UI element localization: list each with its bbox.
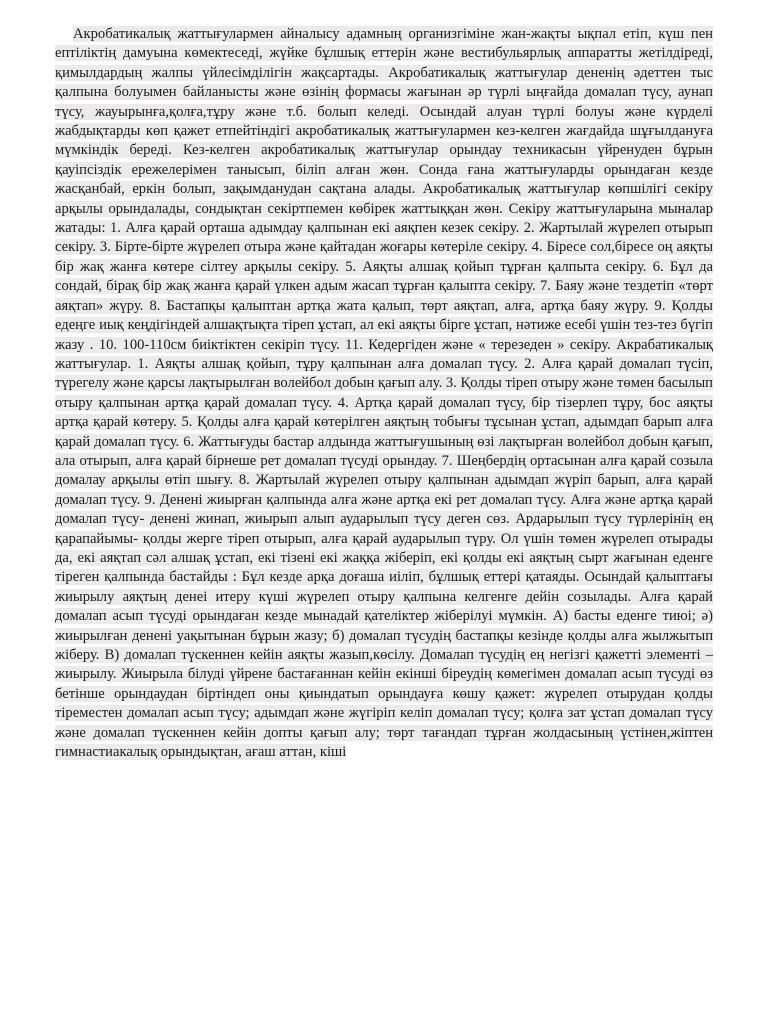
paragraph-text: Акробатикалық жаттығулармен айналысу адамның организгіміне жан-жақты ықпал етіп, күш пен ептіліктің дамуына көмектеседі, жүйке бұлшық еттерін және вестибульярлық аппаратты жетілдіреді, қимылдардың жалпы үйлесімділігін жақсартады. Акробатикалық жаттығулар дененің әдеттен тыс қалпына болуымен байланысты және өзінің формасы жағынан әр түрлі ыңғайда домалап түсу, аунап түсу, жауырынға,қолға,тұру және т.б. болып келеді. Осындай алуан түрлі болуы және күрделі жабдықтарды көп қажет етпейтіндігі акробатикалық жаттығулармен кез-келген жағдайда шұғылдануға мүмкіндік береді. Кез-келген акробатикалық жаттығулар орындау техникасын үйренуден бұрын қауіпсіздік ережелерімен танысып, біліп алған жөн. Сонда ғана жаттығуларды орындаған кезде жасқанбай, еркін болып, зақымданудан сақтана алады. Акробатикалық жаттығулар көпшілігі секіру арқылы орындалады, сондықтан секіртпемен көбірек жаттыққан жөн. Секіру жаттығуларына мыналар жатады: 1. Алға қарай орташа адымдау қалпынан екі аяқпен кезек секіру. 2. Жартылай жүрелеп отырып секіру. 3. Бірте-бірте жүрелеп отыра және қайтадан жоғары көтеріле секіру. 4. Біресе сол,біресе оң аяқты бір жақ жанға көтере сілтеу арқылы секіру. 5. Аяқты алшақ қойып тұрған қалпыта секіру. 6. Бұл да сондай, бірақ бір жақ жанға қарай үлкен адым жасап тұрған қалыпта секіру. 7. Баяу және тездетіп «төрт аяқтап» жүру. 8. Бастапқы қалыптан артқа жата қалып, төрт аяқтап, алға, артқа баяу жүру. 9. Қолды едеңге иық кеңдігіндей алшақтықта тіреп ұстап, ал екі аяқты бірге ұстап, нәтиже есебі үшін тез-тез бүгіп жазу . 10. 100-110см биіктіктен секіріп түсу. 11. Кедергіден және « терезеден » секіру. Акрабатикалық жаттығулар. 1. Аяқты алшақ қойып, тұру қалпынан алға домалап түсу. 2. Алға қарай домалап түсіп, түрегелу және қарсы лақтырылған волейбол добын қағып алу. 3. Қолды тіреп отыру және төмен басылып отыру қалпынан артқа қарай домалап түсу. 4. Артқа қарай домалап түсу, бір тізерлеп тұру, бос аяқты артқа қарай көтеру. 5. Қолды алға қарай көтерілген аяқтың тобығы тұсынан ұстап, адымдап барып алға қарай домалап түсу. 6. Жаттығуды бастар алдында жаттығушының өзі лақтырған волейбол добын қағып, ала отырып, алға қарай бірнеше рет домалап түсуді орындау. 7. Шеңбердің ортасынан алға қарай созыла домалау арқылы өтіп шығу. 8. Жартылай жүрелеп отыру қалпынан адымдап жүріп барып, алға қарай домалап түсу. 9. Денені жиырған қалпында алға және артқа екі рет домалап түсу. Алға және артқа қарай домалап түсу- денені жинап, жиырып алып аударылып түсу деген сөз. Ардарылып түсу түрлерінің ең қарапайымы- қолды жерге тіреп отырып, алға қарай аударылып түру. Ол үшін төмен жүрелеп отырады да, екі аяқтап сәл алшақ ұстап, екі тізені екі жаққа жіберіп, екі қолды екі аяқтың сырт жағынан еденге тіреген қалпында бастайды : Бұл кезде арқа доғаша иіліп, бұлшық еттері қатаяды. Осындай қалыптағы жиырылу аяқтың денеі итеру күші жүрелеп отыру қалпына келгенге дейін созылады. Алға қарай домалап асып түсуді орындаған кезде мынадай қателіктер жіберілуі мүмкін. А) басты еденге тиюі; ә) жиырылған денені уақытынан бұрын жазу; б) домалап түсудің бастапқы кезінде қолды алға жылжытып жіберу. В) домалап түскеннен кейін аяқты жазып,көсілу. Домалап түсудің ең негізгі қажетті элементі –жиырылу. Жиырыла білуді үйрене бастағаннан кейін екінші біреудің көмегімен домалап асып түсуді өз бетінше орындаудан біртіндеп оны қиындатып орындауға көшу қажет: жүрелеп отырудан қолды тіреместен домалап асып түсу; адымдап және жүгіріп келіп домалап түсу; қолға зат ұстап домалап түсу және домалап түскеннен кейін допты қағып алу; төрт тағандап тұрған жолдасының үстінен,жіптен гимнастиакалық орындықтан, ағаш аттан, кіші	[55, 26, 713, 761]
body-paragraph	[55, 25, 713, 762]
